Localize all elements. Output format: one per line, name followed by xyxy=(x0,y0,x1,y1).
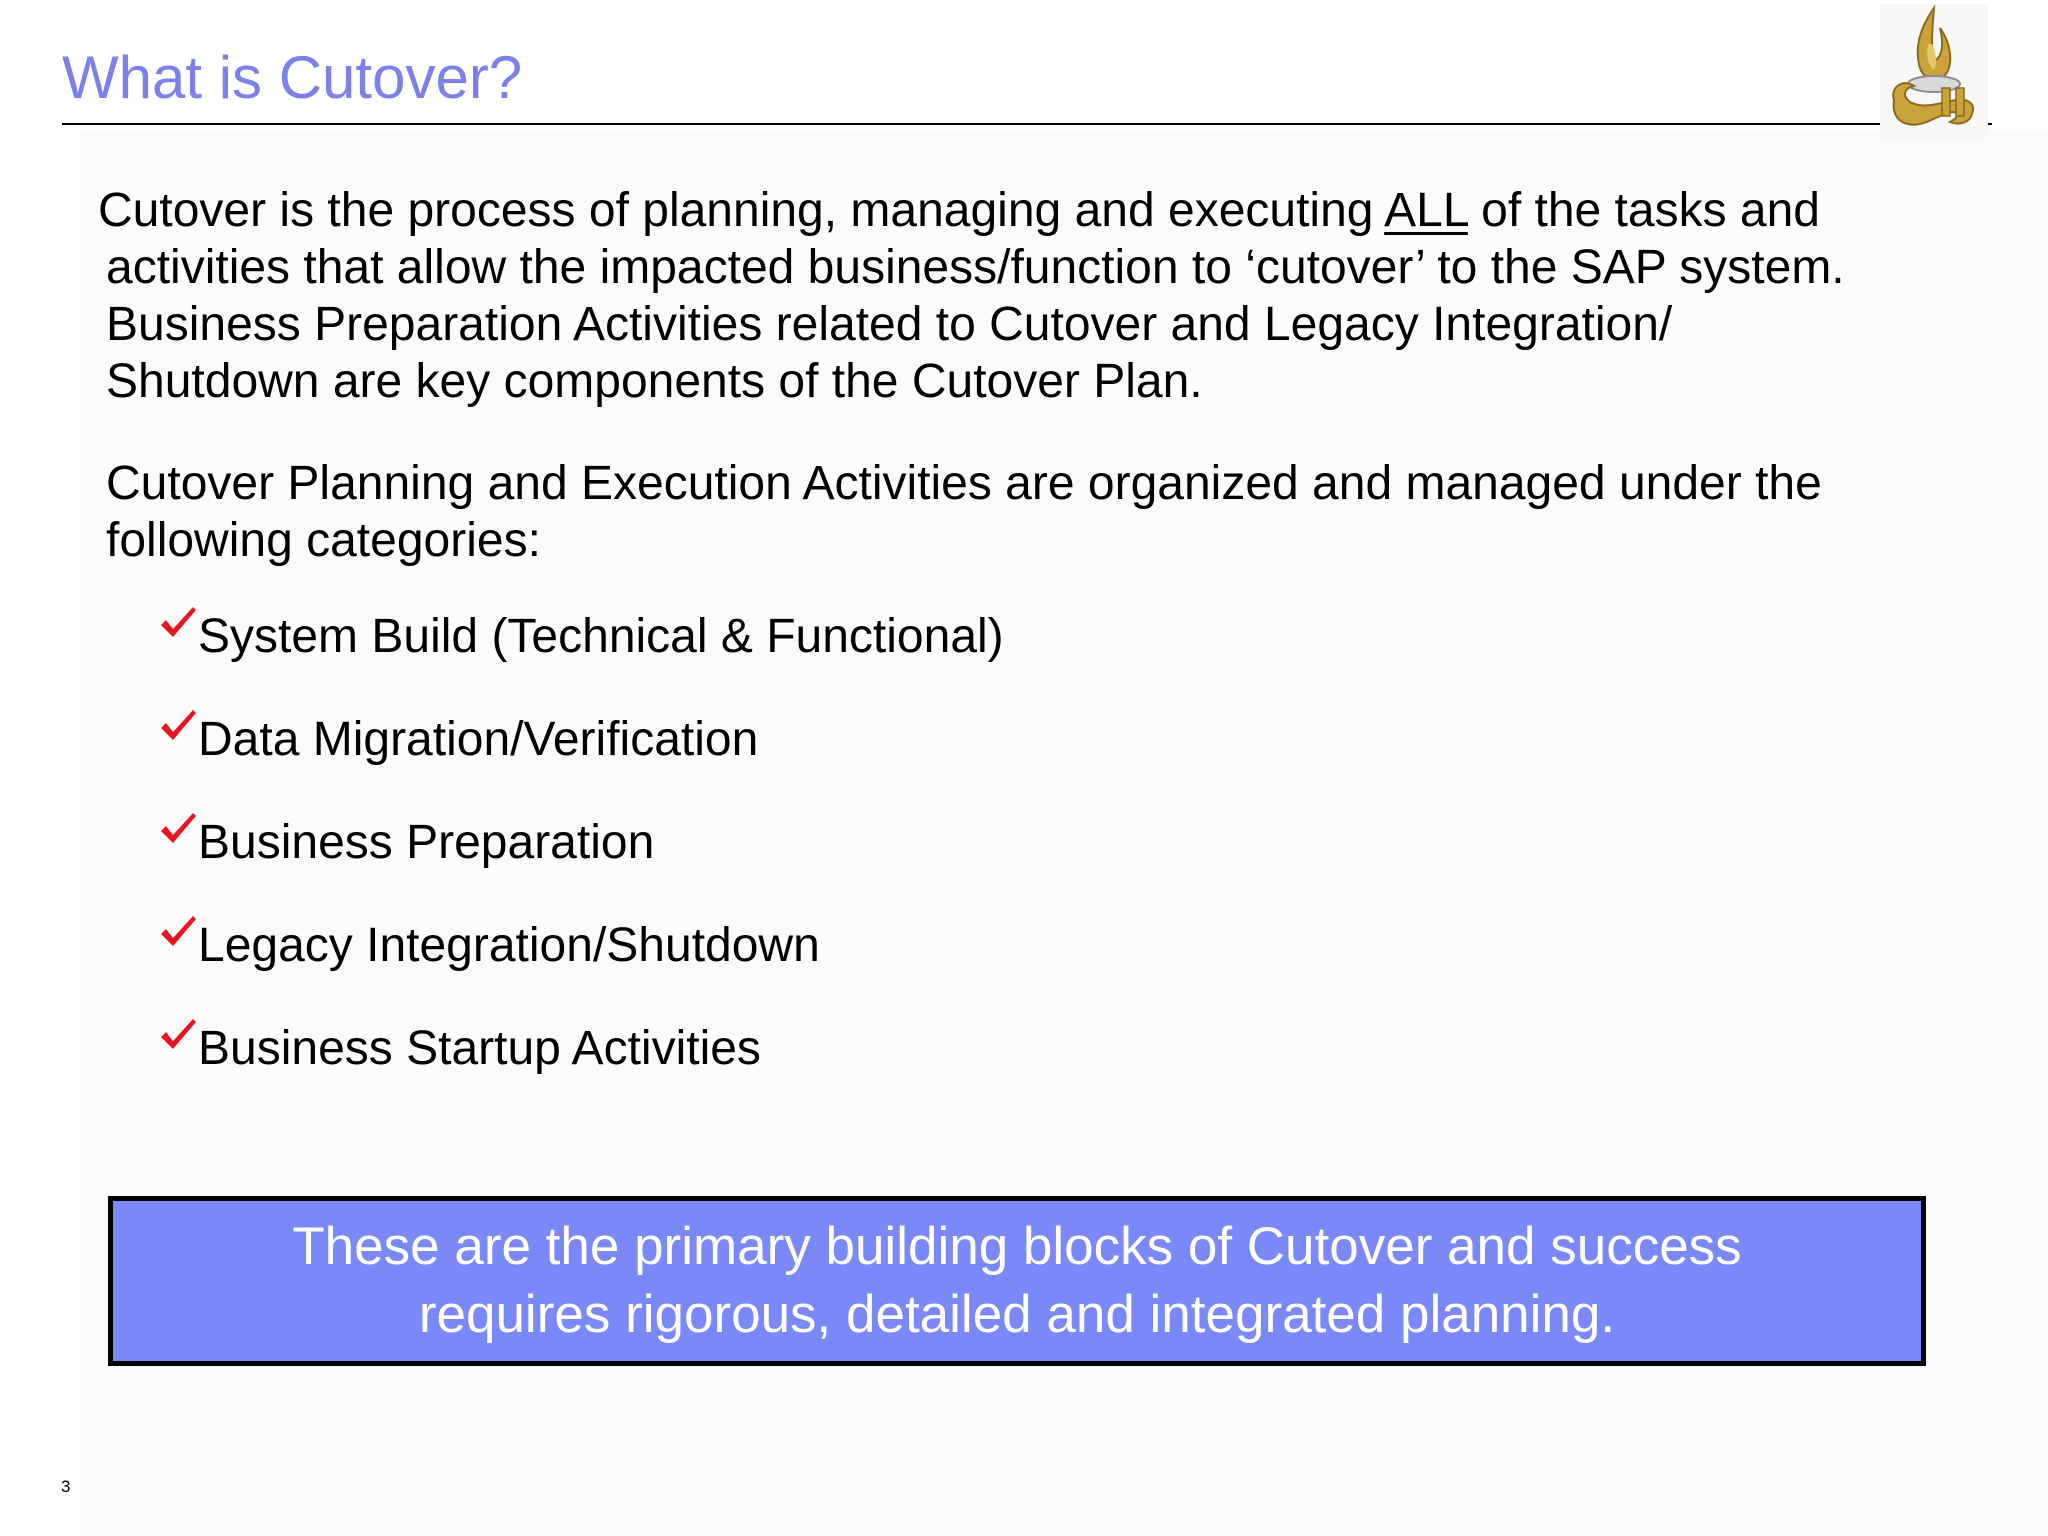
intro-line-2: activities that allow the impacted business/function to ‘cutover’ to the SAP system. xyxy=(106,241,1845,294)
category-label: Data Migration/Verification xyxy=(198,713,759,766)
category-label: Business Startup Activities xyxy=(198,1022,761,1075)
list-item xyxy=(158,607,1004,710)
categories-intro-line-2: following categories: xyxy=(106,514,541,567)
checkmark-icon xyxy=(158,912,198,952)
categories-intro-line-1: Cutover Planning and Execution Activities are organized and managed under the xyxy=(106,457,1822,510)
page-number: 3 xyxy=(61,1477,71,1496)
categories-intro-paragraph xyxy=(106,455,1822,569)
emphasis-all: ALL xyxy=(1384,184,1468,237)
callout-box xyxy=(108,1196,1926,1366)
list-item xyxy=(158,1019,1004,1122)
intro-line-1: Cutover is the process of planning, managing and executing ALL of the tasks and xyxy=(98,184,1820,237)
checkmark-icon xyxy=(158,706,198,746)
title-divider xyxy=(62,123,1992,125)
callout-line-1: These are the primary building blocks of Cutover and success xyxy=(292,1217,1742,1276)
checkmark-icon xyxy=(158,809,198,849)
checkmark-icon xyxy=(158,603,198,643)
list-item xyxy=(158,916,1004,1019)
list-item xyxy=(158,710,1004,813)
intro-line-3: Business Preparation Activities related to Cutover and Legacy Integration/ xyxy=(106,298,1673,351)
category-label: Legacy Integration/Shutdown xyxy=(198,919,820,972)
list-item xyxy=(158,813,1004,916)
categories-list xyxy=(158,607,1004,1122)
checkmark-icon xyxy=(158,1015,198,1055)
slide-title: What is Cutover? xyxy=(62,44,523,111)
category-label: Business Preparation xyxy=(198,816,655,869)
category-label: System Build (Technical & Functional) xyxy=(198,610,1004,663)
intro-paragraph xyxy=(98,182,1845,410)
callout-line-2: requires rigorous, detailed and integrated planning. xyxy=(418,1285,1616,1344)
intro-line-4: Shutdown are key components of the Cutover Plan. xyxy=(106,355,1203,408)
flame-emblem-icon xyxy=(1880,4,1988,138)
